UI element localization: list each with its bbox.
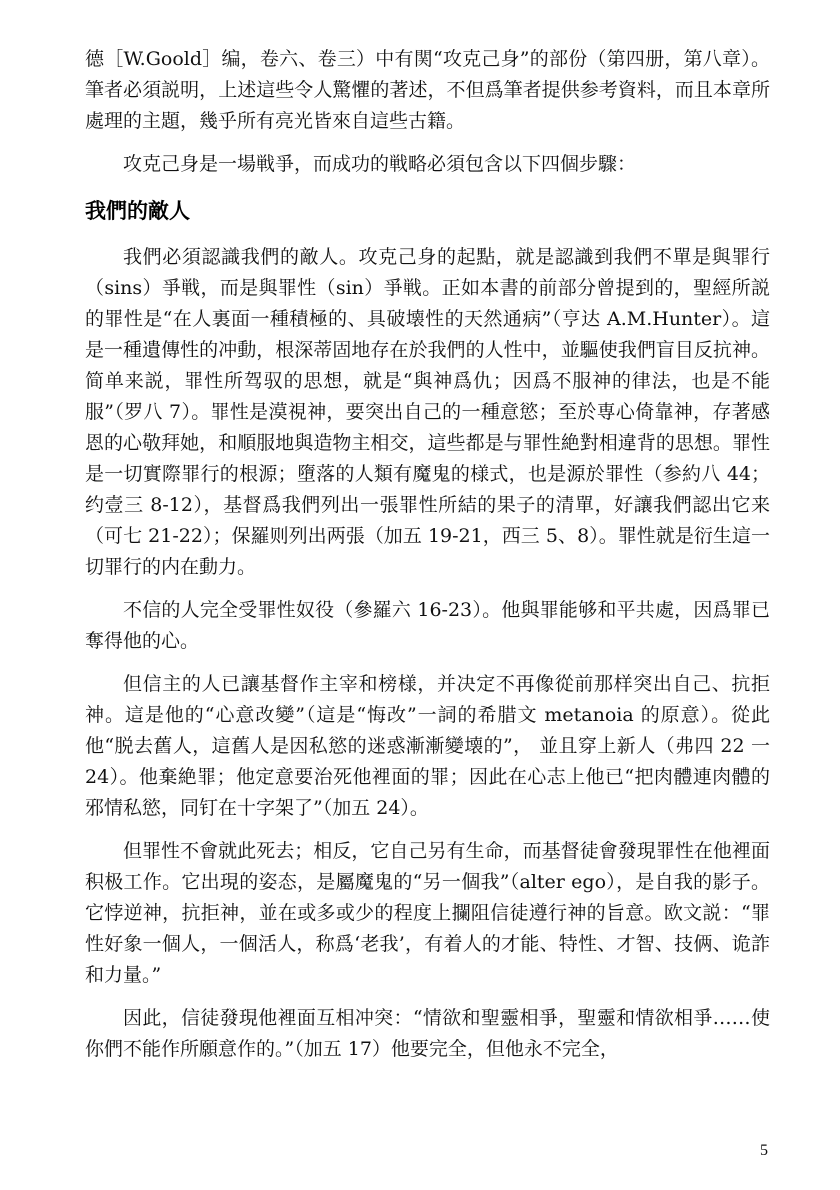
page-body	[85, 44, 770, 1065]
body-paragraph-5: 因此，信徒發現他裡面互相冲突：“情欲和聖靈相爭，聖靈和情欲相爭……使你們不能作所願意作的。”（加五 17）他要完全，但他永不完全，	[85, 1007, 770, 1060]
intro-paragraph-1: 德［W.Goold］编，卷六、卷三）中有関“攻克己身”的部份（第四册，第八章）。筆者必須説明，上述這些令人驚懼的著述，不但爲筆者提供参考資料，而且本章所處理的主題，幾乎所有亮光皆來自這些古籍。	[85, 48, 770, 132]
section-heading: 我們的敵人	[85, 199, 190, 223]
body-paragraph-1: 我們必須認識我們的敵人。攻克己身的起點，就是認識到我們不單是與罪行（sins）爭戦，而是與罪性（sin）爭戦。正如本書的前部分曾提到的，聖經所説的罪性是“在人裏面一種積極的、具破壊性的天然通病”（亨达 A.M.Hunter）。這是一種遺傳性的冲動，根深蒂固地存在於我們的人性中，並驅使我們盲目反抗神。简单来説，罪性所驾驭的思想，就是“與神爲仇；因爲不服神的律法，也是不能服”（罗八 7）。罪性是漠視神，要突出自己的一種意慾；至於専心倚靠神，存著感恩的心敬拜她，和順服地與造物主相交，這些都是与罪性絶對相違背的思想。罪性是一切實際罪行的根源；墮落的人類有魔鬼的様式，也是源於罪性（参約八 44；约壹三 8-12），基督爲我們列出一張罪性所結的果子的清單，好讓我們認出它来（可七 21-22）；保羅则列出两張（加五 19-21，西三 5、8）。罪性就是衍生這一切罪行的内在動力。	[85, 246, 770, 578]
page-number: 5	[760, 1142, 768, 1159]
body-paragraph-2: 不信的人完全受罪性奴役（參羅六 16-23）。他與罪能够和平共處，因爲罪已奪得他的心。	[85, 599, 770, 652]
body-paragraph-3: 但信主的人已讓基督作主宰和榜様，并决定不再像從前那样突出自己、抗拒神。這是他的“心意改變”（這是“悔改”一詞的希腊文 metanoia 的原意）。從此他“脱去舊人，這舊人是因私慾的迷惑漸漸變壊的”， 並且穿上新人（弗四 22 一 24）。他棄絶罪；他定意要治死他裡面的罪；因此在心志上他已“把肉體連肉體的邪情私慾，同钉在十字架了”（加五 24）。	[85, 673, 770, 819]
intro-paragraph-2: 攻克己身是一場戦爭，而成功的戦略必須包含以下四個步驟：	[123, 153, 637, 175]
body-paragraph-4: 但罪性不會就此死去；相反，它自己另有生命，而基督徒會發現罪性在他裡面积极工作。它出現的姿态，是屬魔鬼的“另一個我”（alter ego），是自我的影子。它悖逆神，抗拒神，並在或多或少的程度上攔阻信徒遵行神的旨意。欧文説：“罪性好象一個人，一個活人，称爲‘老我’，有着人的才能、特性、才智、技俩、诡詐和力量。”	[85, 840, 770, 986]
